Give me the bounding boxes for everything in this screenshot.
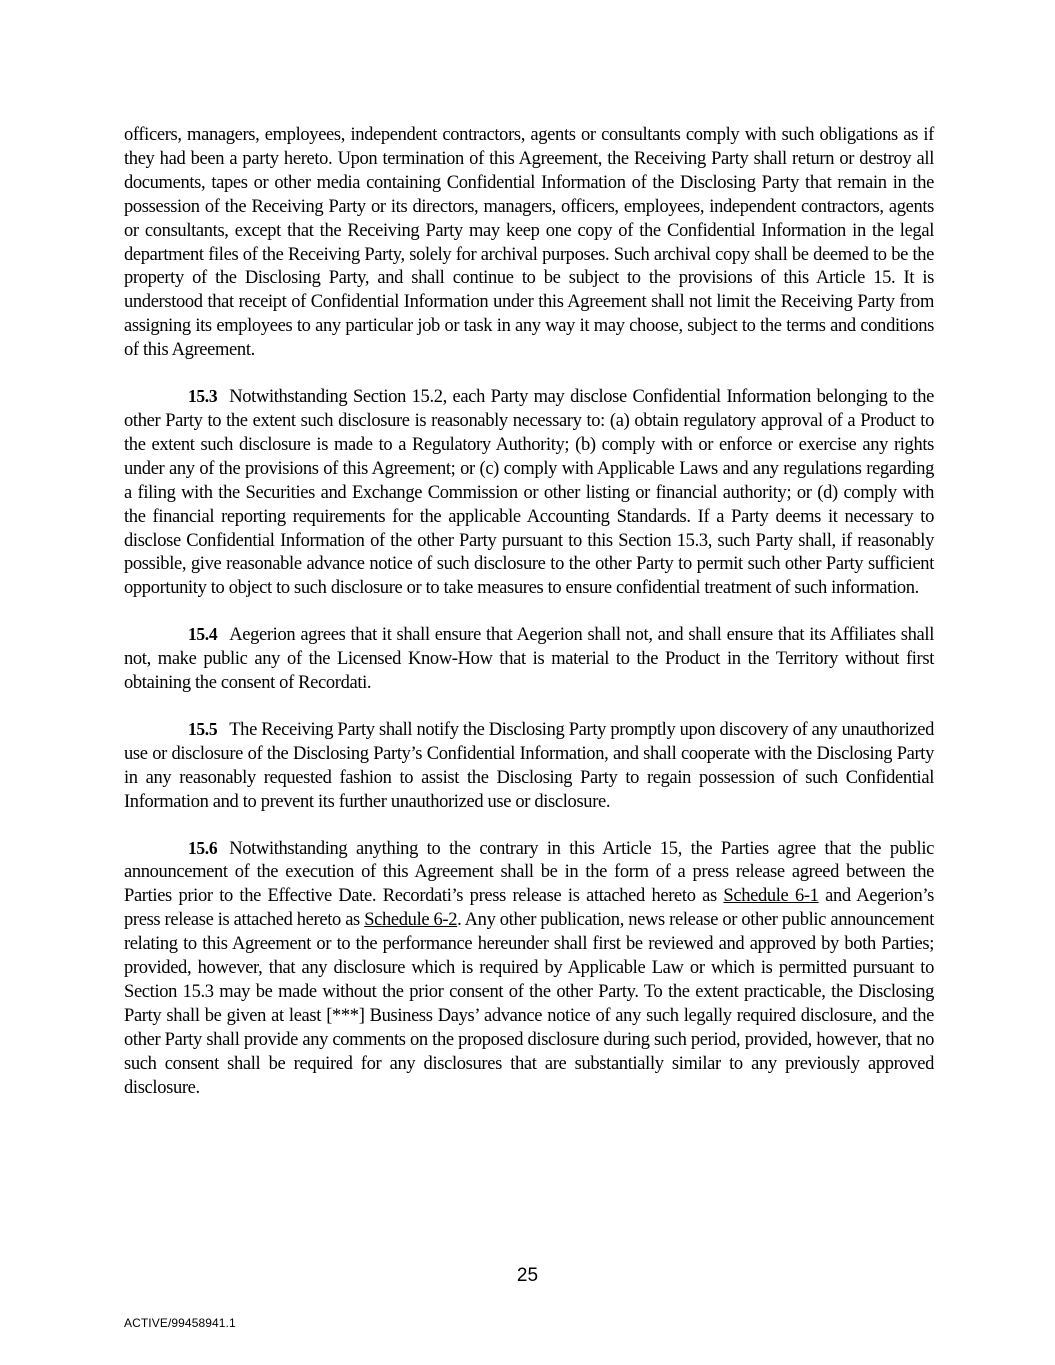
continuation-paragraph: officers, managers, employees, independent contractors, agents or consultants comply with such obligations as if they had been a party hereto. Upon termination of this Agreement, the Receiving Party shall return or destroy all documents, tapes or other media containing Confidential Information of the Disclosing Party that remain in the possession of the Receiving Party or its directors, managers, officers, employees, independent contractors, agents or consultants, except that the Receiving Party may keep one copy of the Confidential Information in the legal department files of the Receiving Party, solely for archival purposes. Such archival copy shall be deemed to be the property of the Disclosing Party, and shall continue to be subject to the provisions of this Article 15. It is understood that receipt of Confidential Information under this Agreement shall not limit the Receiving Party from assigning its employees to any particular job or task in any way it may choose, subject to the terms and conditions of this Agreement. — [124, 125, 934, 361]
section-text: and Aegerion’s press release is attached hereto as — [124, 886, 934, 931]
section-text: Aegerion agrees that it shall ensure that Aegerion shall not, and shall ensure that its Affiliates shall not, make public any of the Licensed Know-How that is material to the Product in the Territory without first obtaining the consent of Recordati. — [124, 625, 934, 694]
page-number: 25 — [516, 1265, 539, 1286]
section-number: 15.5 — [188, 718, 218, 739]
section-15-6 — [124, 837, 934, 1101]
section-text: Notwithstanding Section 15.2, each Party may disclose Confidential Information belonging to the other Party to the extent such disclosure is reasonably necessary to: (a) obtain regulatory approval of a Product to the extent such disclosure is made to a Regulatory Authority; (b) comply with or enforce or exercise any rights under any of the provisions of this Agreement; or (c) comply with Applicable Laws and any regulations regarding a filing with the Securities and Exchange Commission or other listing or financial authority; or (d) comply with the financial reporting requirements for the applicable Accounting Standards. If a Party deems it necessary to disclose Confidential Information of the other Party pursuant to this Section 15.3, such Party shall, if reasonably possible, give reasonable advance notice of such disclosure to the other Party to permit such other Party sufficient opportunity to object to such disclosure or to take measures to ensure confidential treatment of such information. — [124, 387, 934, 599]
schedule-6-2-reference: Schedule 6-2 — [364, 910, 458, 931]
schedule-6-1-reference: Schedule 6-1 — [723, 886, 819, 907]
section-text: . Any other publication, news release or other public announcement relating to this Agreement or to the performance hereunder shall first be reviewed and approved by both Parties; provided, however, that any disclosure which is required by Applicable Law or which is permitted pursuant to Section 15.3 may be made without the prior consent of the other Party. To the extent practicable, the Disclosing Party shall be given at least [***] Business Days’ advance notice of any such legally required disclosure, and the other Party shall provide any comments on the proposed disclosure during such period, provided, however, that no such consent shall be required for any disclosures that are substantially similar to any previously approved disclosure. — [124, 910, 935, 1098]
section-number: 15.4 — [188, 624, 218, 645]
section-15-5 — [124, 718, 934, 815]
body-text — [124, 124, 934, 1123]
section-number: 15.3 — [188, 386, 218, 407]
section-15-3 — [124, 385, 934, 601]
document-id: ACTIVE/99458941.1 — [124, 1316, 236, 1330]
section-text: The Receiving Party shall notify the Disclosing Party promptly upon discovery of any unauthorized use or disclosure of the Disclosing Party’s Confidential Information, and shall cooperate with the Disclosing Party in any reasonably requested fashion to assist the Disclosing Party to regain possession of such Confidential Information and to prevent its further unauthorized use or disclosure. — [124, 719, 934, 812]
section-text: Notwithstanding anything to the contrary in this Article 15, the Parties agree that the public announcement of the execution of this Agreement shall be in the form of a press release agreed between the Parties prior to the Effective Date. Recordati’s press release is attached hereto as — [124, 838, 934, 907]
section-number: 15.6 — [188, 837, 218, 858]
section-15-4 — [124, 623, 934, 696]
